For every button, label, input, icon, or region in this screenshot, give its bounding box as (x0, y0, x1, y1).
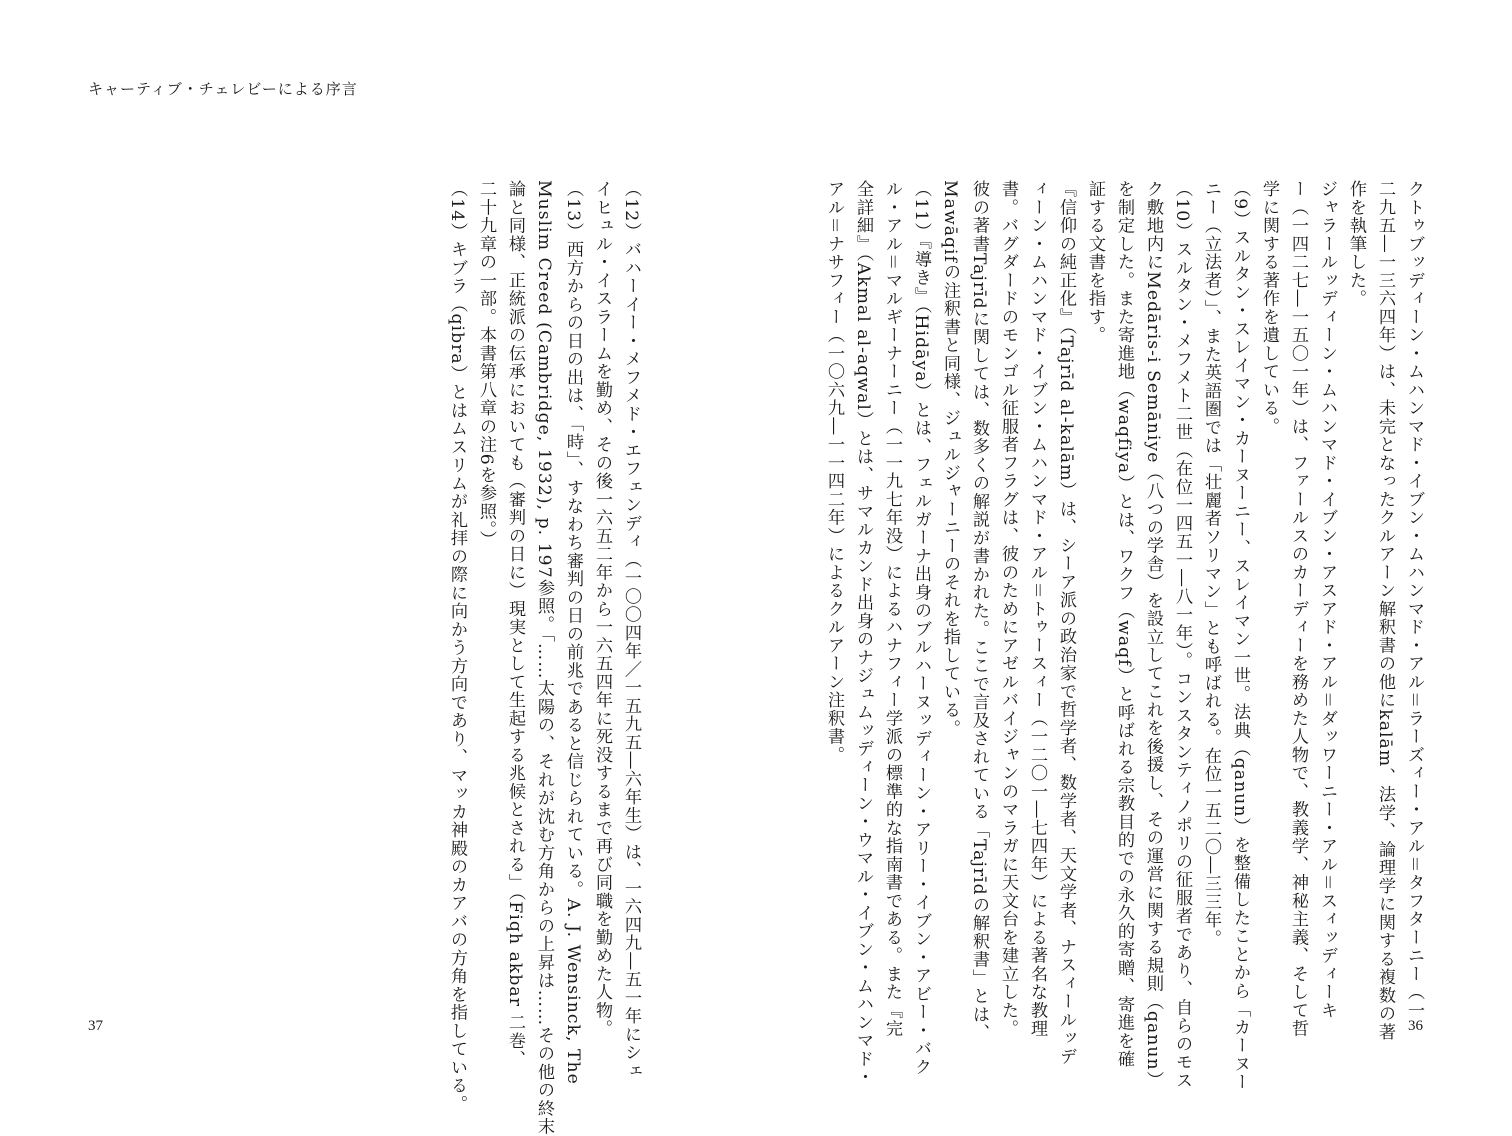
note-12-line: （12）バハーイー・メフメド・エフェンディ（一〇〇四年／一五九五―六年生）は、一六四九―五一年にシェ (621, 180, 641, 1080)
text-line: ー（一四二七―一五〇一年）は、ファールスのカーディーを務めた人物で、教義学、神秘主義、そして哲 (1288, 180, 1308, 1038)
running-head: キャーティブ・チェレビーによる序言 (88, 80, 358, 98)
text-line: 学に関する著作を遺している。 (1259, 180, 1279, 436)
left-page-text (445, 180, 645, 1136)
text-line: 全詳細』（Akmal al-aqwal）とは、サマルカンド出身のナジュムッディーン・ウマル・イブン・ムハンマド・ (853, 180, 873, 1087)
text-line: 『信仰の純正化』（Tajrīd al-kalām）は、シーア派の政治家で哲学者、数学者、天文学者、ナスィールッデ (1056, 180, 1076, 1066)
note-11-line: （11）『導き』（Hidāya）とは、フェルガーナ出身のブルハーヌッディーン・アリー・イブン・アビー・バク (911, 180, 931, 1077)
text-line: クトゥブッディーン・ムハンマド・イブン・ムハンマド・アル＝ラーズィー・アル＝タフターニー（一 (1404, 180, 1424, 1020)
text-line: を制定した。また寄進地（waqfiya）とは、ワクフ（waqf）と呼ばれる宗教目的での永久的寄贈、寄進を確 (1114, 180, 1134, 1069)
text-line: アル＝ナサフィー（一〇六九―一一四二年）によるクルアーン注釈書。 (824, 180, 844, 764)
note-14-line: （14）キブラ（qibra）とはムスリムが礼拝の際に向かう方向であり、マッカ神殿のカアバの方角を指している。 (447, 180, 467, 1113)
text-line: ニー（立法者）」、また英語圏では「壮麗者ソリマン」とも呼ばれる。在位一五二〇―三三年。 (1201, 180, 1221, 948)
note-13-line: （13）西方からの日の出は、「時」、すなわち審判の日の前兆であると信じられている。A. J. Wensinck, The (563, 180, 583, 1085)
text-line: ク敷地内にMedāris-i Semāniye（八つの学舎）を設立してこれを後援し、その運営に関する規則（qanun） (1143, 180, 1163, 1089)
note-10-line: （10）スルタン・メフメト二世（在位一四五一―八一年）。コンスタンティノポリの征服者であり、自らのモス (1172, 180, 1192, 1090)
page-number-left: 37 (88, 1018, 103, 1034)
text-line: 書。バグダードのモンゴル征服者フラグは、彼のためにアゼルバイジャンのマラガに天文台を建立した。 (998, 180, 1018, 1038)
text-line: 二九五―一三六四年）は、未完となったクルアーン解釈書の他にkalām、法学、論理学に関する複数の著 (1375, 180, 1395, 1041)
text-line: イヒュル・イスラームを勤め、その後一六五二年から一六五四年に死没するまで再び同職を勤めた人物。 (592, 180, 612, 1038)
text-line: Mawāqifの注釈書と同様、ジュルジャーニーのそれを指している。 (940, 180, 960, 738)
text-line: 作を執筆した。 (1346, 180, 1366, 308)
text-line: 証する文書を指す。 (1085, 180, 1105, 345)
text-line: 二十九章の一部。本書第八章の注6を参照。） (476, 180, 496, 549)
text-line: ィーン・ムハンマド・イブン・ムハンマド・アル＝トゥースィー（一二〇一―七四年）による著名な教理 (1027, 180, 1047, 1038)
text-line: ル・アル＝マルギーナーニー（一一九七年没）によるハナフィー学派の標準的な指南書である。また『完 (882, 180, 902, 1038)
page-number-right: 36 (1408, 1018, 1423, 1034)
text-line: ジャラールッディーン・ムハンマド・イブン・アスアド・アル＝ダッワーニー・アル＝スィッディーキ (1317, 180, 1337, 1020)
text-line: 論と同様、正統派の伝承においても（審判の日に）現実として生起する兆候とされる」（Fiqh akbar 二巻、 (505, 180, 525, 1069)
note-9-line: （9）スルタン・スレイマン・カーヌーニー、スレイマン一世。法典（qanun）を整備したことから「カーヌー (1230, 180, 1250, 1092)
text-line: 彼の著書Tajrīdに関しては、数多くの解説が書かれた。ここで言及されている「Tajrīdの解釈書」とは、 (969, 180, 989, 1042)
text-line: Muslim Creed (Cambridge, 1932), p. 197参照。「……太陽の、それが沈む方角からの上昇は……その他の終末 (534, 180, 554, 1136)
